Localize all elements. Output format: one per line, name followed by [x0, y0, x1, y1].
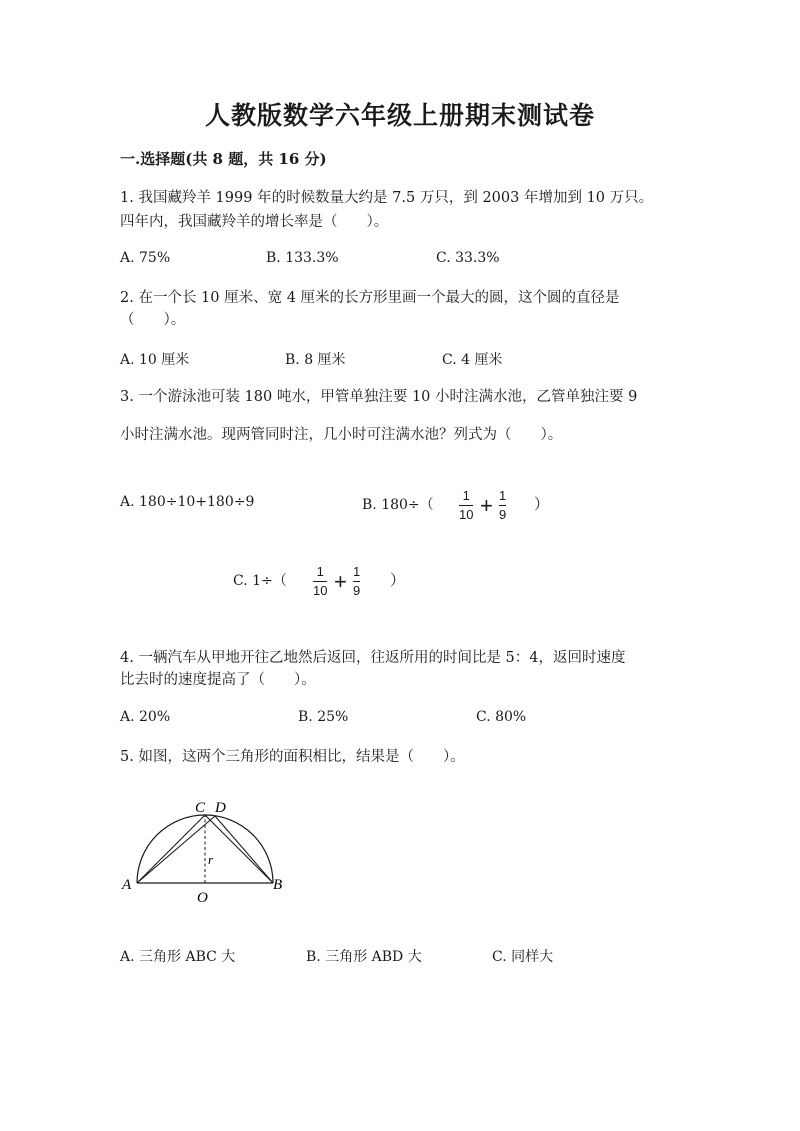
q4-option-a: A. 20%	[120, 709, 171, 725]
label-d: D	[215, 800, 226, 816]
fraction-numerator: 1	[353, 564, 361, 579]
q2-option-b: B. 8 厘米	[285, 352, 346, 368]
q3-option-c-fraction-2	[353, 564, 360, 599]
q2-option-c: C. 4 厘米	[442, 352, 503, 368]
segment-ac	[137, 815, 205, 883]
q3-option-c-fraction-1	[313, 564, 327, 599]
q5-option-b: B. 三角形 ABD 大	[306, 949, 422, 965]
segment-cb	[205, 815, 273, 883]
q3-option-c-prefix: C. 1÷（	[233, 573, 287, 589]
label-r: r	[208, 852, 214, 867]
fraction-numerator: 1	[499, 488, 507, 503]
fraction-denominator: 9	[353, 583, 361, 598]
question-1-line-1: 1. 我国藏羚羊 1999 年的时候数量大约是 7.5 万只，到 2003 年增加到 10 万只。	[120, 190, 654, 206]
q5-option-c: C. 同样大	[492, 949, 554, 965]
question-2-line-1: 2. 在一个长 10 厘米、宽 4 厘米的长方形里画一个最大的圆，这个圆的直径是	[120, 290, 620, 306]
q3-option-b-close-paren: ）	[534, 495, 550, 513]
fraction-denominator: 10	[313, 583, 328, 598]
label-o: O	[197, 890, 208, 906]
q5-option-a: A. 三角形 ABC 大	[120, 949, 236, 965]
fraction-denominator: 9	[499, 507, 507, 522]
q3-option-a: A. 180÷10+180÷9	[120, 494, 255, 510]
page-title: 人教版数学六年级上册期末测试卷	[204, 101, 595, 130]
fraction-numerator: 1	[462, 488, 470, 503]
question-3-line-2: 小时注满水池。现两管同时注，几小时可注满水池？列式为（ ）。	[120, 427, 563, 443]
q3-option-c-plus: +	[334, 569, 347, 594]
label-a: A	[122, 877, 132, 893]
q3-option-b-fraction-1	[459, 488, 473, 523]
q1-option-b: B. 133.3%	[266, 250, 339, 266]
segment-ad	[137, 816, 215, 883]
semicircle-triangles-figure	[115, 795, 305, 910]
label-b: B	[273, 877, 283, 893]
question-3-line-1: 3. 一个游泳池可装 180 吨水，甲管单独注要 10 小时注满水池，乙管单独注要 9	[120, 389, 638, 405]
q1-option-c: C. 33.3%	[436, 250, 500, 266]
question-4-line-1: 4. 一辆汽车从甲地开往乙地然后返回，往返所用的时间比是 5：4，返回时速度	[120, 650, 626, 666]
q3-option-c-close-paren: ）	[390, 571, 406, 589]
question-2-line-2: （ ）。	[120, 312, 186, 328]
q1-option-a: A. 75%	[120, 250, 171, 266]
label-c: C	[195, 800, 206, 816]
q2-option-a: A. 10 厘米	[120, 352, 190, 368]
fraction-denominator: 10	[459, 507, 474, 522]
q4-option-c: C. 80%	[476, 709, 527, 725]
q3-option-b-prefix: B. 180÷（	[362, 497, 434, 513]
q3-option-b-plus: +	[480, 493, 493, 518]
question-1-line-2: 四年内，我国藏羚羊的增长率是（ ）。	[120, 214, 389, 230]
q3-option-b-fraction-2	[499, 488, 506, 523]
q4-option-b: B. 25%	[298, 709, 349, 725]
fraction-numerator: 1	[316, 564, 324, 579]
section-heading: 一.选择题(共 8 题，共 16 分)	[120, 150, 327, 168]
question-5-line-1: 5. 如图，这两个三角形的面积相比，结果是（ ）。	[120, 749, 465, 765]
question-4-line-2: 比去时的速度提高了（ ）。	[120, 672, 316, 688]
